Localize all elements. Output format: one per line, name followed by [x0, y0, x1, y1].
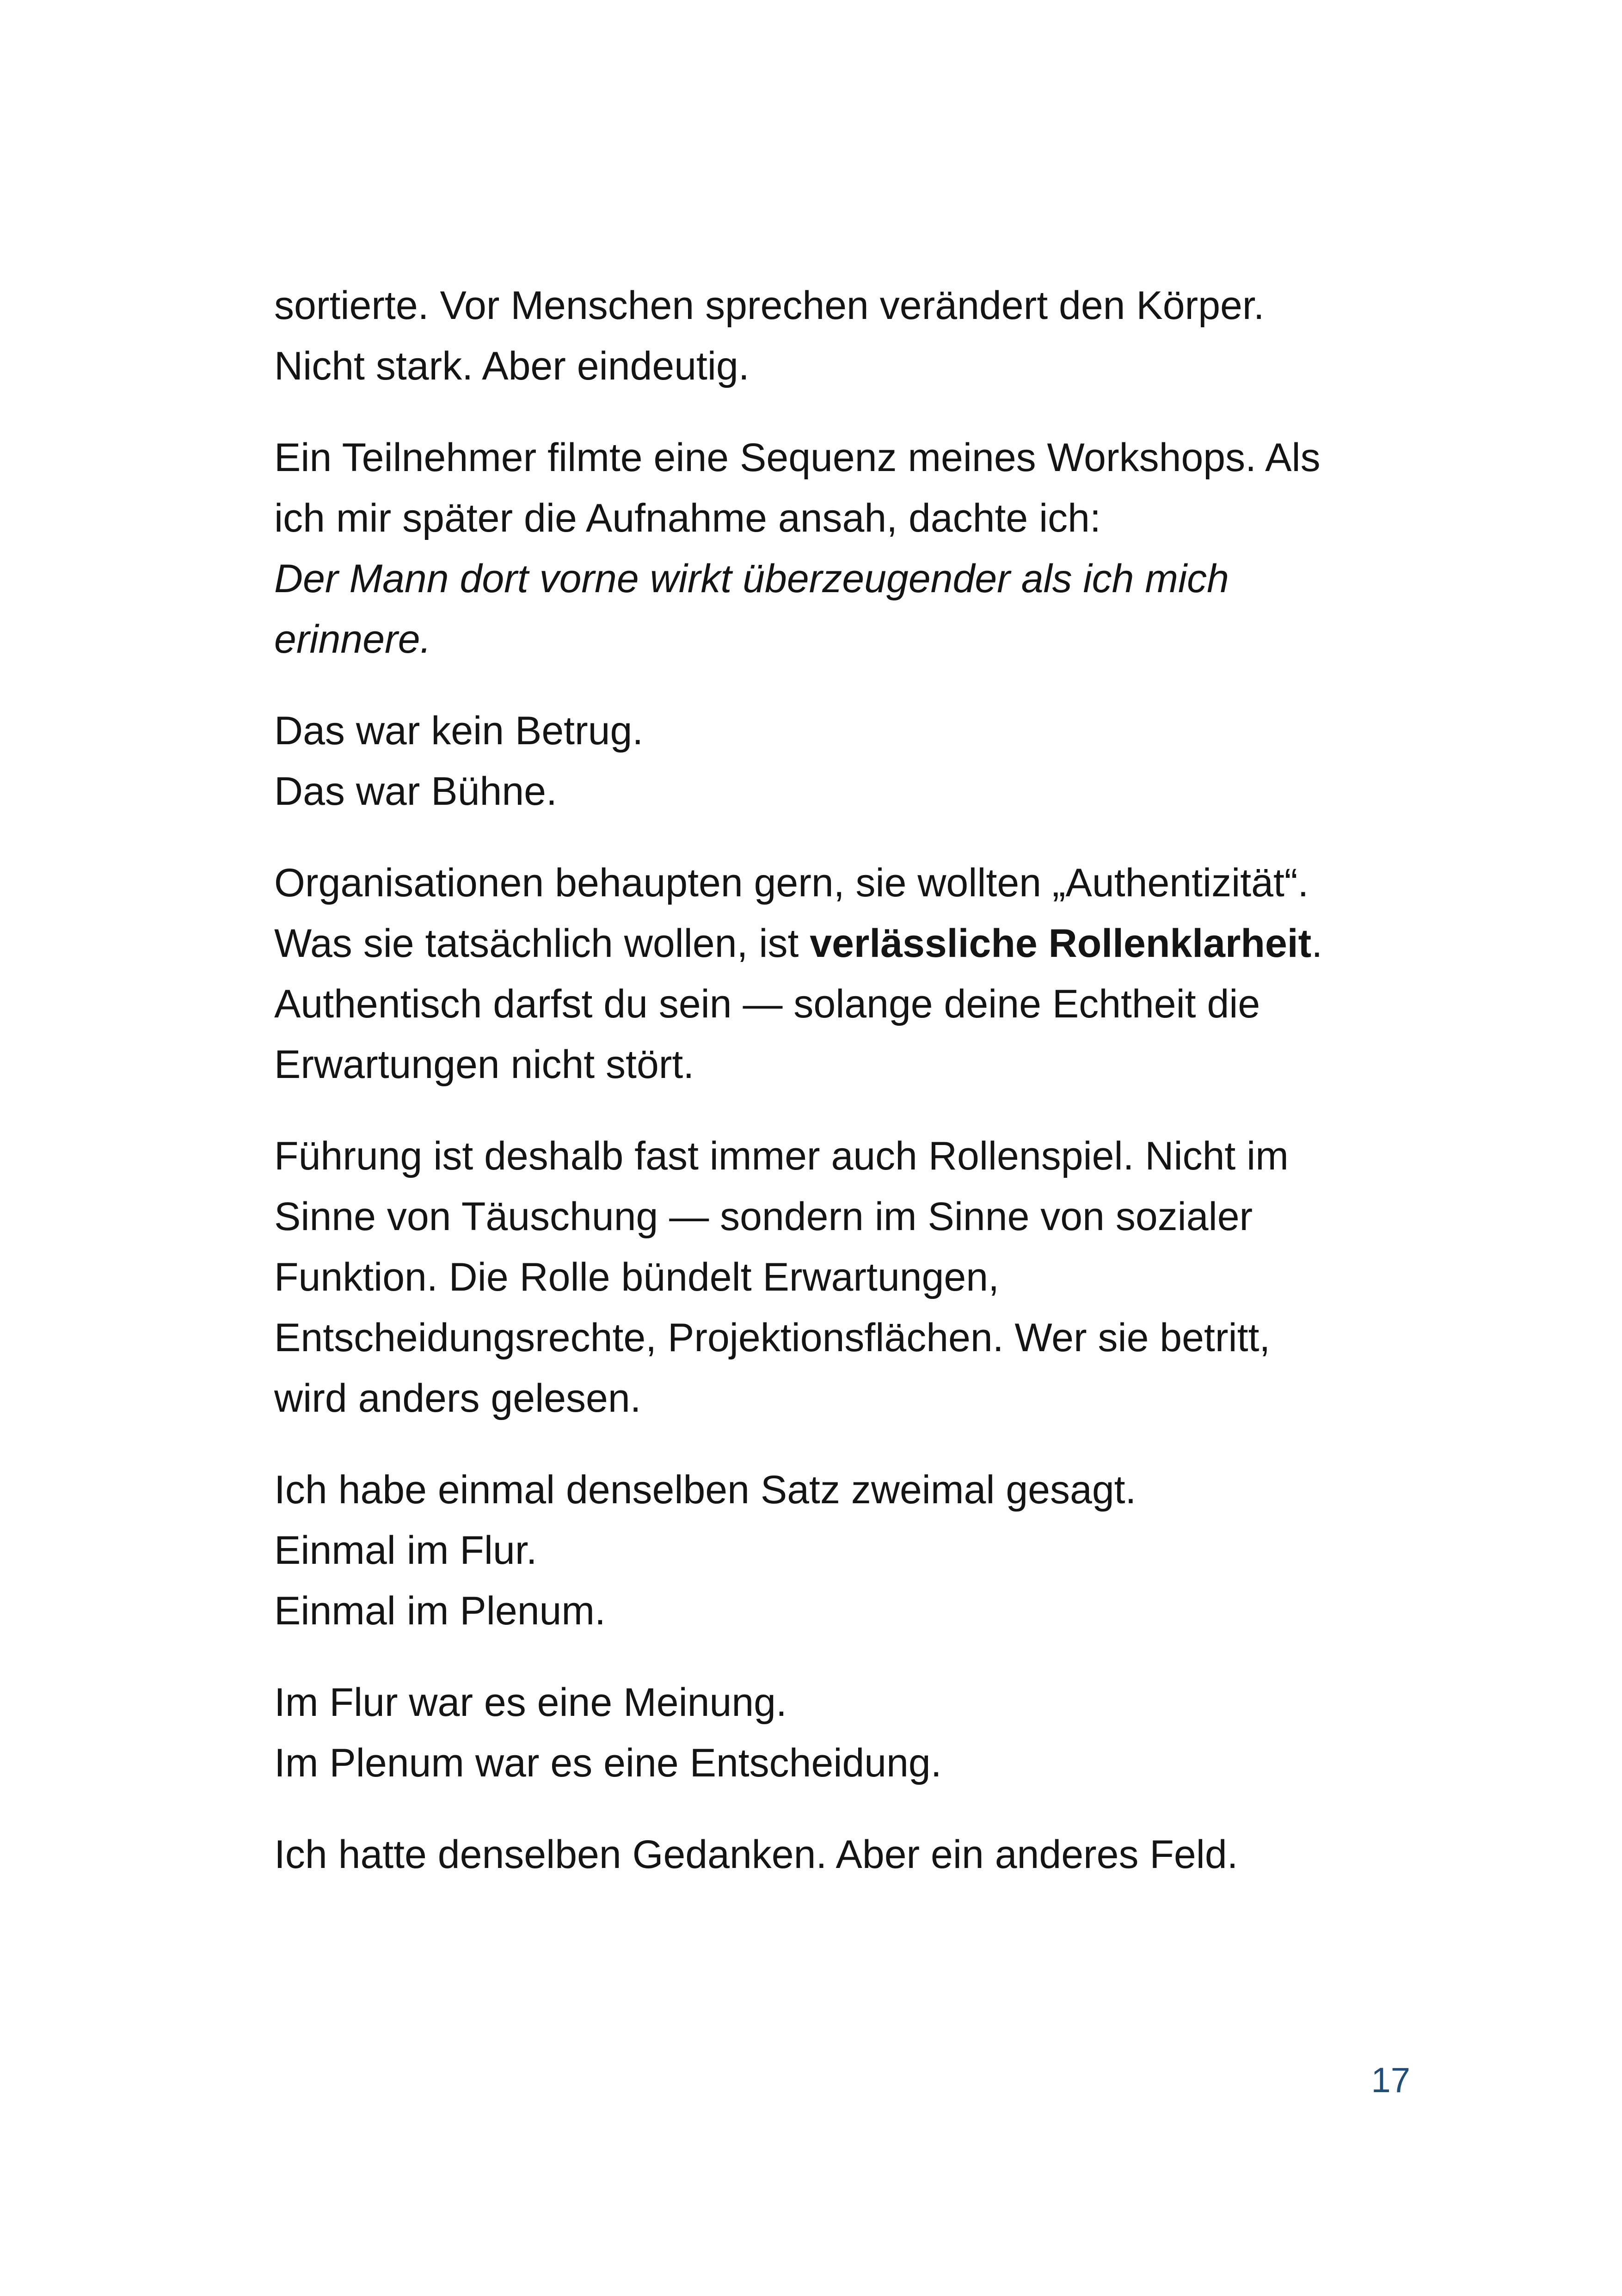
italic-quote-line: Der Mann dort vorne wirkt überzeugender als ich mich	[274, 557, 1229, 601]
body-text	[274, 276, 1402, 1916]
text-line: sortierte. Vor Menschen sprechen verändert den Körper.	[274, 283, 1265, 328]
paragraph-4	[274, 853, 1402, 1095]
paragraph-5	[274, 1126, 1402, 1429]
text-line: Authentisch darfst du sein — solange deine Echtheit die	[274, 982, 1260, 1026]
text-segment: Was sie tatsächlich wollen, ist	[274, 921, 810, 966]
text-line: Im Flur war es eine Meinung.	[274, 1680, 787, 1725]
paragraph-2	[274, 428, 1402, 670]
text-line: ich mir später die Aufnahme ansah, dachte ich:	[274, 496, 1101, 540]
text-line: wird anders gelesen.	[274, 1376, 641, 1420]
text-line: Im Plenum war es eine Entscheidung.	[274, 1741, 942, 1785]
paragraph-1	[274, 276, 1402, 397]
bold-phrase: verlässliche Rollenklarheit	[810, 921, 1312, 966]
paragraph-3	[274, 701, 1402, 822]
text-segment: .	[1311, 921, 1323, 966]
text-line: Das war Bühne.	[274, 769, 557, 814]
text-line: Funktion. Die Rolle bündelt Erwartungen,	[274, 1255, 999, 1299]
text-line: Erwartungen nicht stört.	[274, 1042, 694, 1087]
page-number: 17	[1371, 2061, 1410, 2100]
text-line: Ich hatte denselben Gedanken. Aber ein anderes Feld.	[274, 1832, 1238, 1877]
text-line: Sinne von Täuschung — sondern im Sinne von sozialer	[274, 1194, 1253, 1239]
paragraph-8	[274, 1825, 1402, 1885]
text-line: Einmal im Flur.	[274, 1528, 537, 1573]
text-line: Nicht stark. Aber eindeutig.	[274, 344, 750, 388]
paragraph-7	[274, 1672, 1402, 1794]
paragraph-6	[274, 1460, 1402, 1641]
text-line: Entscheidungsrechte, Projektionsflächen. Wer sie betritt,	[274, 1316, 1271, 1360]
text-line: Ein Teilnehmer filmte eine Sequenz meines Workshops. Als	[274, 435, 1321, 480]
italic-quote-line: erinnere.	[274, 617, 431, 661]
text-line: Ich habe einmal denselben Satz zweimal gesagt.	[274, 1468, 1137, 1512]
text-line: Das war kein Betrug.	[274, 709, 644, 753]
text-line-with-emphasis	[274, 913, 1402, 974]
text-line: Einmal im Plenum.	[274, 1589, 606, 1633]
text-line: Führung ist deshalb fast immer auch Rollenspiel. Nicht im	[274, 1134, 1289, 1178]
text-line: Organisationen behaupten gern, sie wollten „Authentizität“.	[274, 861, 1309, 905]
